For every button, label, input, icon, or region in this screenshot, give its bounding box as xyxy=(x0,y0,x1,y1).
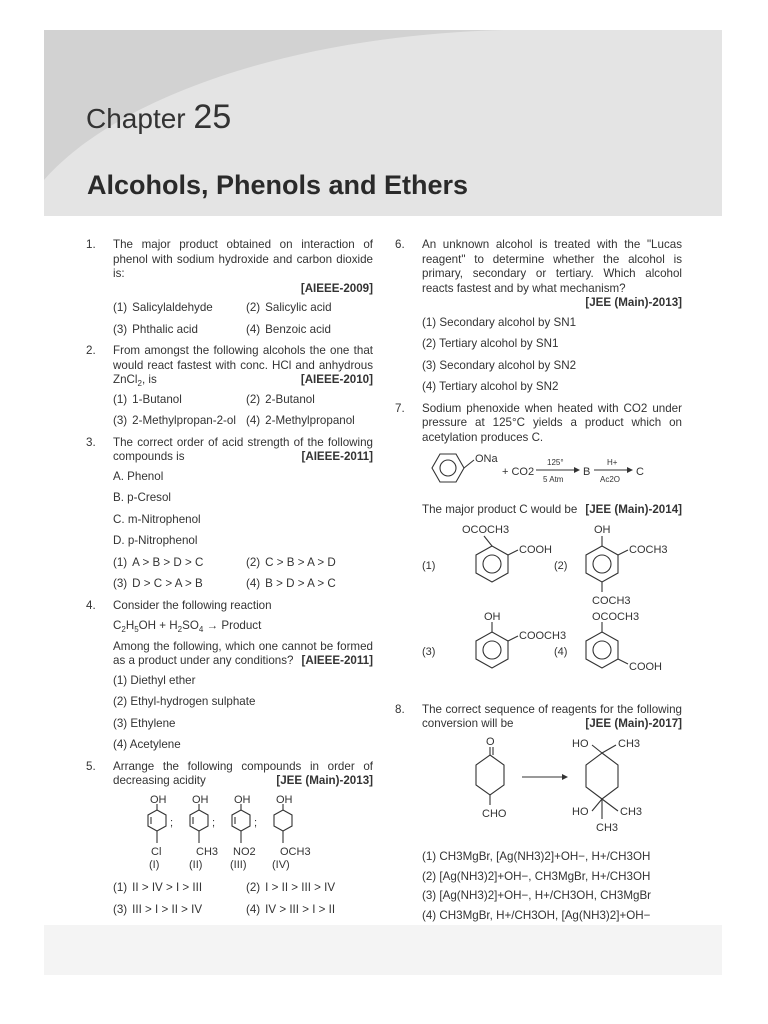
product-options-q7 xyxy=(395,522,682,699)
question-source: [JEE (Main)-2017] xyxy=(585,717,682,730)
question-number: 4. xyxy=(86,598,96,612)
label-iii: (III) xyxy=(230,858,247,871)
question-number: 3. xyxy=(86,435,96,449)
label-ococh3: OCOCH3 xyxy=(462,524,510,536)
list-item: D. p-Nitrophenol xyxy=(113,534,198,547)
label-och3: OCH3 xyxy=(280,845,311,858)
label-ch3: CH3 xyxy=(618,737,641,750)
label-oh: OH xyxy=(150,793,167,806)
label-ococh3: OCOCH3 xyxy=(592,611,640,623)
option[interactable]: (3) 2-Methylpropan-2-ol xyxy=(113,414,236,427)
list-item: C. m-Nitrophenol xyxy=(113,512,201,526)
options-q6 xyxy=(395,316,682,395)
question-4 xyxy=(86,599,373,669)
option[interactable]: (3) Secondary alcohol by SN2 xyxy=(422,358,577,372)
question-text: Arrange the following compounds in order of decreasing acidity [JEE (Main)-2013] xyxy=(113,759,373,787)
question-3 xyxy=(86,436,373,465)
list-item: B. p-Cresol xyxy=(113,491,171,504)
option[interactable]: (1) Salicylaldehyde xyxy=(113,301,213,314)
label-temp: 125° xyxy=(547,458,564,467)
label-co2: + CO2 xyxy=(502,466,535,478)
separator: ; xyxy=(254,816,258,829)
option[interactable]: (4) 2-Methylpropanol xyxy=(246,414,355,427)
question-source: [AIEEE-2011] xyxy=(301,654,373,667)
option[interactable]: (3) Ethylene xyxy=(113,716,176,730)
options-q2 xyxy=(86,393,373,429)
option[interactable]: (4) Benzoic acid xyxy=(246,322,331,336)
compound-list-q3 xyxy=(86,470,373,549)
label-ona: ONa xyxy=(475,453,498,465)
question-number: 1. xyxy=(86,238,96,251)
option[interactable]: (4) IV > III > I > II xyxy=(246,902,336,916)
label-coch3: COCH3 xyxy=(592,595,631,607)
separator: ; xyxy=(212,816,216,829)
label-ac2o: Ac2O xyxy=(600,475,621,484)
label-cl: Cl xyxy=(151,845,162,858)
question-number: 6. xyxy=(395,238,405,251)
question-7-part2 xyxy=(395,503,682,518)
reaction-scheme xyxy=(395,450,682,499)
label-oh: OH xyxy=(594,524,611,536)
reaction-scheme-diagram xyxy=(422,450,682,494)
question-8 xyxy=(395,703,682,732)
left-column xyxy=(86,238,373,924)
question-number: 5. xyxy=(86,759,96,773)
label-oh: OH xyxy=(276,793,293,806)
reaction-equation: $C_2H_5OH + H_2SO_4$ → Product xyxy=(113,619,262,634)
question-text: The correct order of acid strength of the following compounds is [AIEEE-2011] xyxy=(113,435,373,463)
options-q3 xyxy=(86,556,373,592)
option[interactable]: (4) CH3MgBr, H+/CH3OH, [Ag(NH3)2]+OH− xyxy=(422,908,651,922)
footer-band xyxy=(44,925,722,975)
product-structures-diagram xyxy=(422,522,682,694)
label-oh: OH xyxy=(484,611,501,623)
label-cho: CHO xyxy=(482,807,507,820)
label-b: B xyxy=(583,466,591,478)
list-item: A. Phenol xyxy=(113,469,164,483)
option[interactable]: (2) C > B > A > D xyxy=(246,555,336,569)
options-q4 xyxy=(86,674,373,753)
label-coch3: COCH3 xyxy=(629,544,668,556)
options-q1 xyxy=(86,301,373,337)
question-number: 8. xyxy=(395,702,405,716)
label-no2: NO2 xyxy=(233,845,256,858)
option[interactable]: (2) I > II > III > IV xyxy=(246,881,336,894)
option[interactable]: (3) [Ag(NH3)2]+OH−, H+/CH3OH, CH3MgBr xyxy=(422,889,652,902)
phenol-structures-diagram xyxy=(113,794,333,872)
option[interactable]: (2) Salicylic acid xyxy=(246,301,332,314)
question-source: [AIEEE-2011] xyxy=(301,450,373,463)
label-cooch3: COOCH3 xyxy=(519,630,567,642)
label-oh: OH xyxy=(192,793,209,806)
chapter-title: Alcohols, Phenols and Ethers xyxy=(87,170,469,200)
conversion-diagram xyxy=(422,737,682,841)
option[interactable]: (4) B > D > A > C xyxy=(246,577,336,590)
question-source: [JEE (Main)-2013] xyxy=(585,296,682,309)
option[interactable]: (4) Acetylene xyxy=(113,738,181,751)
question-7 xyxy=(395,402,682,446)
question-text-2: Among the following, which one cannot be formed as a product under any conditions? [AIEEE-2011] xyxy=(113,639,373,667)
option[interactable]: (1) II > IV > I > III xyxy=(113,881,203,894)
question-5 xyxy=(86,760,373,789)
question-1 xyxy=(86,238,373,296)
option[interactable]: (2) [Ag(NH3)2]+OH−, CH3MgBr, H+/CH3OH xyxy=(422,869,651,883)
question-text: The major product obtained on interaction of phenol with sodium hydroxide and carbon dioxide is: xyxy=(113,238,373,280)
label-oh: OH xyxy=(234,793,251,806)
question-text: An unknown alcohol is treated with the "Lucas reagent" to determine whether the alcohol is primary, secondary or tertiary. Which alcohol reacts fastest and by what mechanism? xyxy=(422,238,682,295)
option[interactable]: (2) 2-Butanol xyxy=(246,392,315,406)
option[interactable]: (3) D > C > A > B xyxy=(113,577,203,590)
option[interactable]: (3) Phthalic acid xyxy=(113,322,198,336)
chapter-number: 25 xyxy=(193,98,232,136)
option-label: (2) xyxy=(554,560,568,572)
label-c: C xyxy=(636,466,644,478)
label-ho: HO xyxy=(572,805,589,818)
option-label: (1) xyxy=(422,560,436,572)
label-acid: H+ xyxy=(607,458,618,467)
phenol-structures xyxy=(86,794,373,877)
option[interactable]: (3) III > I > II > IV xyxy=(113,902,203,916)
options-q5 xyxy=(86,881,373,917)
question-text: The correct sequence of reagents for the following conversion will be [JEE (Main)-2017] xyxy=(422,702,682,730)
question-source: [JEE (Main)-2013] xyxy=(276,774,373,787)
label-ch3: CH3 xyxy=(596,821,619,834)
option[interactable]: (1) Diethyl ether xyxy=(113,673,196,687)
label-cooh: COOH xyxy=(519,544,552,556)
option[interactable]: (2) Tertiary alcohol by SN1 xyxy=(422,337,559,350)
question-number: 7. xyxy=(395,401,405,415)
separator: ; xyxy=(170,816,174,829)
option[interactable]: (1) A > B > D > C xyxy=(113,555,204,569)
option[interactable]: (1) Secondary alcohol by SN1 xyxy=(422,315,577,329)
right-column xyxy=(395,238,682,930)
question-source: [AIEEE-2009] xyxy=(300,281,373,295)
label-iv: (IV) xyxy=(272,858,290,871)
label-ch3: CH3 xyxy=(196,845,219,858)
question-source: [JEE (Main)-2014] xyxy=(585,502,682,516)
question-2 xyxy=(86,344,373,388)
chapter-label xyxy=(86,98,231,137)
question-source: [AIEEE-2010] xyxy=(300,373,373,386)
label-ho: HO xyxy=(572,737,589,750)
question-text: Sodium phenoxide when heated with CO2 under pressure at 125°C yields a product which on acetylation produces C. xyxy=(422,401,682,444)
option[interactable]: (2) Ethyl-hydrogen sulphate xyxy=(113,695,256,708)
conversion-scheme-q8 xyxy=(395,737,682,846)
question-6 xyxy=(395,238,682,311)
option[interactable]: (4) Tertiary alcohol by SN2 xyxy=(422,380,559,393)
label-pressure: 5 Atm xyxy=(543,475,564,484)
question-number: 2. xyxy=(86,344,96,357)
label-ch3: CH3 xyxy=(620,805,643,818)
label-i: (I) xyxy=(149,858,160,871)
option[interactable]: (1) 1-Butanol xyxy=(113,392,182,406)
chapter-word: Chapter xyxy=(86,103,186,134)
question-text: Consider the following reaction xyxy=(113,598,272,612)
option-label: (4) xyxy=(554,646,568,658)
option-label: (3) xyxy=(422,646,436,658)
options-q8 xyxy=(395,850,682,923)
label-cooh: COOH xyxy=(629,661,662,673)
label-o: O xyxy=(486,736,495,748)
option[interactable]: (1) CH3MgBr, [Ag(NH3)2]+OH−, H+/CH3OH xyxy=(422,850,651,863)
label-ii: (II) xyxy=(189,858,203,871)
question-text-2: The major product C would be xyxy=(422,502,578,516)
question-text: From amongst the following alcohols the one that would react fastest with conc. HCl and anhydrous ZnCl$_2$, is [AIEEE-2010] xyxy=(113,344,373,388)
